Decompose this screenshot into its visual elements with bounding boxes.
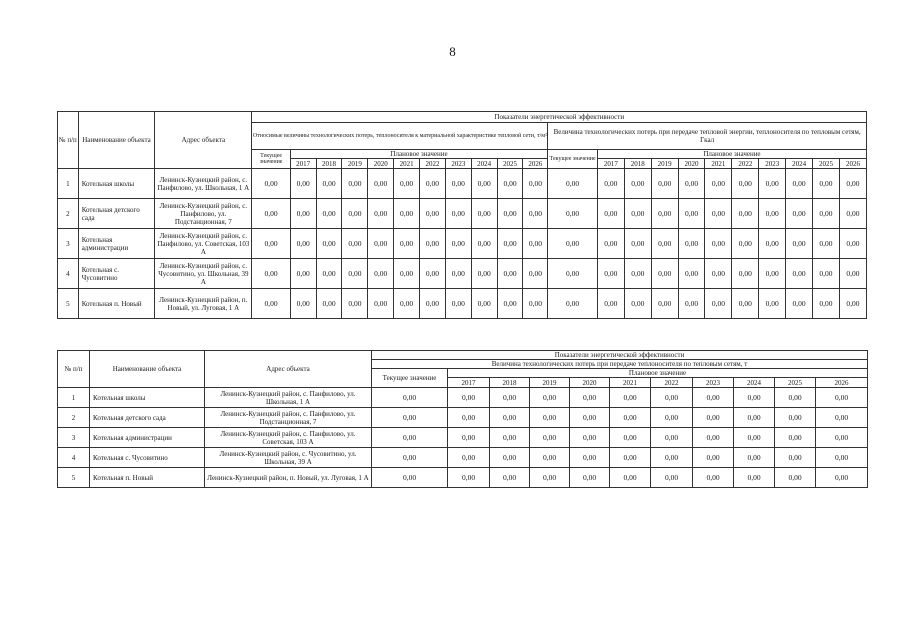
sub-header-heat-losses: Величина технологических потерь при передаче тепловой энергии, теплоносителя по тепловым сетям, Гкал [548,123,867,150]
value-cell: 0,00 [839,289,866,319]
value-cell: 0,00 [786,199,813,229]
col-header-name: Наименование объекта [90,351,205,388]
object-address: Ленинск-Кузнецкий район, с. Панфилово, ул. Советская, 103 А [205,428,372,448]
value-cell: 0,00 [693,468,734,488]
value-cell: 0,00 [394,229,420,259]
value-cell: 0,00 [342,259,368,289]
value-cell: 0,00 [448,448,490,468]
value-cell: 0,00 [445,199,471,229]
value-cell: 0,00 [678,169,705,199]
value-cell: 0,00 [316,259,342,289]
value-cell: 0,00 [342,229,368,259]
value-cell: 0,00 [624,229,651,259]
value-cell: 0,00 [372,388,448,408]
value-cell: 0,00 [786,169,813,199]
year-header: 2026 [839,159,866,169]
object-address: Ленинск-Кузнецкий район, с. Панфилово, ул. Подстанционная, 7 [205,408,372,428]
value-cell: 0,00 [548,199,598,229]
value-cell: 0,00 [252,169,290,199]
value-cell: 0,00 [651,448,693,468]
year-header: 2022 [420,159,446,169]
value-cell: 0,00 [445,169,471,199]
value-cell: 0,00 [839,199,866,229]
value-cell: 0,00 [570,448,610,468]
value-cell: 0,00 [252,259,290,289]
row-number: 4 [58,448,90,468]
col-header-name: Наименование объекта [78,112,155,169]
value-cell: 0,00 [775,428,816,448]
value-cell: 0,00 [705,289,732,319]
value-cell: 0,00 [816,408,868,428]
current-value-header: Текущее значение [372,369,448,388]
value-cell: 0,00 [570,428,610,448]
year-header: 2021 [394,159,420,169]
col-header-number: № п/п [58,112,79,169]
row-number: 3 [58,229,79,259]
row-number: 3 [58,428,90,448]
value-cell: 0,00 [705,229,732,259]
energy-efficiency-table-heat [57,111,867,319]
current-value-header: Текущее значение [548,150,598,169]
planned-value-header: Плановое значение [448,369,868,378]
year-header: 2018 [624,159,651,169]
col-header-address: Адрес объекта [155,112,252,169]
value-cell: 0,00 [368,199,394,229]
sub-header-relative-losses: Относимые величины технологических потерь, теплоносителя к материальной характеристике тепловой сети, т/м² [252,123,548,150]
value-cell: 0,00 [570,408,610,428]
value-cell: 0,00 [523,289,548,319]
year-header: 2026 [816,378,868,388]
value-cell: 0,00 [732,199,759,229]
value-cell: 0,00 [597,259,624,289]
row-number: 1 [58,388,90,408]
table-row [58,408,868,428]
value-cell: 0,00 [705,199,732,229]
value-cell: 0,00 [651,388,693,408]
value-cell: 0,00 [448,468,490,488]
object-name: Котельная детского сада [90,408,205,428]
year-header: 2021 [705,159,732,169]
value-cell: 0,00 [471,289,497,319]
value-cell: 0,00 [734,408,775,428]
object-address: Ленинск-Кузнецкий район, с. Панфилово, ул. Подстанционная, 7 [155,199,252,229]
object-name: Котельная школы [90,388,205,408]
year-header: 2022 [651,378,693,388]
value-cell: 0,00 [775,408,816,428]
value-cell: 0,00 [448,408,490,428]
value-cell: 0,00 [734,468,775,488]
page-number: 8 [449,44,456,59]
value-cell: 0,00 [523,199,548,229]
value-cell: 0,00 [252,199,290,229]
value-cell: 0,00 [693,428,734,448]
value-cell: 0,00 [597,199,624,229]
value-cell: 0,00 [394,199,420,229]
value-cell: 0,00 [693,388,734,408]
object-address: Ленинск-Кузнецкий район, с. Панфилово, ул. Школьная, 1 А [155,169,252,199]
value-cell: 0,00 [678,199,705,229]
value-cell: 0,00 [624,289,651,319]
value-cell: 0,00 [813,289,840,319]
value-cell: 0,00 [678,289,705,319]
value-cell: 0,00 [420,169,446,199]
object-name: Котельная администрации [78,229,155,259]
year-header: 2020 [678,159,705,169]
year-header: 2018 [316,159,342,169]
value-cell: 0,00 [490,468,530,488]
value-cell: 0,00 [290,169,316,199]
value-cell: 0,00 [813,199,840,229]
year-header: 2017 [597,159,624,169]
year-header: 2023 [759,159,786,169]
object-address: Ленинск-Кузнецкий район, с. Панфилово, ул. Школьная, 1 А [205,388,372,408]
object-address: Ленинск-Кузнецкий район, с. Чусовитино, ул. Школьная, 39 А [155,259,252,289]
year-header: 2026 [523,159,548,169]
value-cell: 0,00 [530,428,570,448]
value-cell: 0,00 [523,259,548,289]
value-cell: 0,00 [530,468,570,488]
value-cell: 0,00 [651,169,678,199]
value-cell: 0,00 [651,199,678,229]
value-cell: 0,00 [523,169,548,199]
year-header: 2023 [445,159,471,169]
value-cell: 0,00 [759,259,786,289]
value-cell: 0,00 [786,229,813,259]
year-header: 2019 [651,159,678,169]
value-cell: 0,00 [813,259,840,289]
planned-value-header: Плановое значение [290,150,548,159]
table-row [58,229,867,259]
object-name: Котельная с. Чусовитино [90,448,205,468]
value-cell: 0,00 [490,388,530,408]
value-cell: 0,00 [548,289,598,319]
col-header-address: Адрес объекта [205,351,372,388]
table-row [58,468,868,488]
year-header: 2017 [290,159,316,169]
value-cell: 0,00 [786,259,813,289]
value-cell: 0,00 [420,259,446,289]
year-header: 2020 [368,159,394,169]
value-cell: 0,00 [693,408,734,428]
energy-efficiency-table-coolant [57,350,868,488]
table-row [58,448,868,468]
value-cell: 0,00 [252,229,290,259]
value-cell: 0,00 [394,289,420,319]
year-header: 2025 [497,159,523,169]
object-name: Котельная с. Чусовитино [78,259,155,289]
year-header: 2023 [693,378,734,388]
year-header: 2020 [570,378,610,388]
value-cell: 0,00 [448,428,490,448]
value-cell: 0,00 [497,229,523,259]
value-cell: 0,00 [570,388,610,408]
value-cell: 0,00 [316,289,342,319]
value-cell: 0,00 [839,229,866,259]
table-row [58,428,868,448]
year-header: 2018 [490,378,530,388]
value-cell: 0,00 [734,388,775,408]
value-cell: 0,00 [316,199,342,229]
value-cell: 0,00 [394,169,420,199]
value-cell: 0,00 [290,289,316,319]
table-row [58,199,867,229]
value-cell: 0,00 [610,428,651,448]
row-number: 2 [58,199,79,229]
value-cell: 0,00 [732,259,759,289]
value-cell: 0,00 [523,229,548,259]
value-cell: 0,00 [548,169,598,199]
row-number: 1 [58,169,79,199]
value-cell: 0,00 [705,259,732,289]
value-cell: 0,00 [290,259,316,289]
value-cell: 0,00 [252,289,290,319]
year-header: 2017 [448,378,490,388]
value-cell: 0,00 [813,229,840,259]
value-cell: 0,00 [372,428,448,448]
value-cell: 0,00 [610,448,651,468]
value-cell: 0,00 [786,289,813,319]
table-row [58,289,867,319]
value-cell: 0,00 [530,408,570,428]
object-name: Котельная администрации [90,428,205,448]
table-row [58,169,867,199]
object-address: Ленинск-Кузнецкий район, п. Новый, ул. Луговая, 1 А [155,289,252,319]
row-number: 5 [58,468,90,488]
value-cell: 0,00 [693,448,734,468]
value-cell: 0,00 [448,388,490,408]
value-cell: 0,00 [759,199,786,229]
value-cell: 0,00 [759,229,786,259]
value-cell: 0,00 [651,408,693,428]
value-cell: 0,00 [610,408,651,428]
value-cell: 0,00 [490,428,530,448]
value-cell: 0,00 [497,289,523,319]
value-cell: 0,00 [610,468,651,488]
value-cell: 0,00 [678,229,705,259]
value-cell: 0,00 [734,448,775,468]
value-cell: 0,00 [548,229,598,259]
value-cell: 0,00 [816,388,868,408]
table-row [58,259,867,289]
value-cell: 0,00 [372,448,448,468]
row-number: 4 [58,259,79,289]
value-cell: 0,00 [651,428,693,448]
current-value-header: Текущее значение [252,150,290,169]
object-address: Ленинск-Кузнецкий район, п. Новый, ул. Луговая, 1 А [205,468,372,488]
value-cell: 0,00 [471,199,497,229]
value-cell: 0,00 [445,229,471,259]
table-row [58,388,868,408]
value-cell: 0,00 [816,448,868,468]
value-cell: 0,00 [775,468,816,488]
value-cell: 0,00 [445,289,471,319]
value-cell: 0,00 [368,289,394,319]
value-cell: 0,00 [530,448,570,468]
value-cell: 0,00 [775,388,816,408]
value-cell: 0,00 [759,169,786,199]
value-cell: 0,00 [705,169,732,199]
value-cell: 0,00 [394,259,420,289]
value-cell: 0,00 [420,289,446,319]
value-cell: 0,00 [734,428,775,448]
value-cell: 0,00 [651,289,678,319]
value-cell: 0,00 [839,259,866,289]
value-cell: 0,00 [490,448,530,468]
value-cell: 0,00 [342,199,368,229]
value-cell: 0,00 [368,169,394,199]
value-cell: 0,00 [368,229,394,259]
value-cell: 0,00 [732,289,759,319]
value-cell: 0,00 [342,169,368,199]
value-cell: 0,00 [316,169,342,199]
object-name: Котельная п. Новый [90,468,205,488]
value-cell: 0,00 [624,259,651,289]
year-header: 2022 [732,159,759,169]
year-header: 2021 [610,378,651,388]
value-cell: 0,00 [624,199,651,229]
sub-header-coolant-losses: Величина технологических потерь при передаче теплоносителя по тепловым сетям, т [372,360,868,369]
group-header: Показатели энергетической эффективности [252,112,867,123]
value-cell: 0,00 [651,229,678,259]
value-cell: 0,00 [490,408,530,428]
value-cell: 0,00 [372,468,448,488]
value-cell: 0,00 [816,468,868,488]
value-cell: 0,00 [445,259,471,289]
value-cell: 0,00 [570,468,610,488]
value-cell: 0,00 [316,229,342,259]
year-header: 2019 [342,159,368,169]
value-cell: 0,00 [839,169,866,199]
value-cell: 0,00 [530,388,570,408]
value-cell: 0,00 [420,199,446,229]
value-cell: 0,00 [497,199,523,229]
planned-value-header: Плановое значение [597,150,866,159]
object-name: Котельная детского сада [78,199,155,229]
value-cell: 0,00 [497,259,523,289]
value-cell: 0,00 [368,259,394,289]
object-address: Ленинск-Кузнецкий район, с. Чусовитино, ул. Школьная, 39 А [205,448,372,468]
value-cell: 0,00 [290,199,316,229]
value-cell: 0,00 [732,229,759,259]
value-cell: 0,00 [372,408,448,428]
value-cell: 0,00 [471,229,497,259]
year-header: 2025 [775,378,816,388]
value-cell: 0,00 [597,229,624,259]
value-cell: 0,00 [651,259,678,289]
value-cell: 0,00 [610,388,651,408]
value-cell: 0,00 [624,169,651,199]
value-cell: 0,00 [497,169,523,199]
value-cell: 0,00 [678,259,705,289]
value-cell: 0,00 [775,448,816,468]
value-cell: 0,00 [420,229,446,259]
col-header-number: № п/п [58,351,90,388]
object-name: Котельная п. Новый [78,289,155,319]
row-number: 5 [58,289,79,319]
value-cell: 0,00 [342,289,368,319]
row-number: 2 [58,408,90,428]
year-header: 2024 [471,159,497,169]
value-cell: 0,00 [548,259,598,289]
object-name: Котельная школы [78,169,155,199]
value-cell: 0,00 [759,289,786,319]
value-cell: 0,00 [651,468,693,488]
value-cell: 0,00 [597,169,624,199]
value-cell: 0,00 [471,259,497,289]
value-cell: 0,00 [290,229,316,259]
year-header: 2025 [813,159,840,169]
value-cell: 0,00 [471,169,497,199]
group-header: Показатели энергетической эффективности [372,351,868,360]
value-cell: 0,00 [597,289,624,319]
object-address: Ленинск-Кузнецкий район, с. Панфилово, ул. Советская, 103 А [155,229,252,259]
year-header: 2024 [786,159,813,169]
value-cell: 0,00 [732,169,759,199]
year-header: 2024 [734,378,775,388]
value-cell: 0,00 [813,169,840,199]
year-header: 2019 [530,378,570,388]
value-cell: 0,00 [816,428,868,448]
